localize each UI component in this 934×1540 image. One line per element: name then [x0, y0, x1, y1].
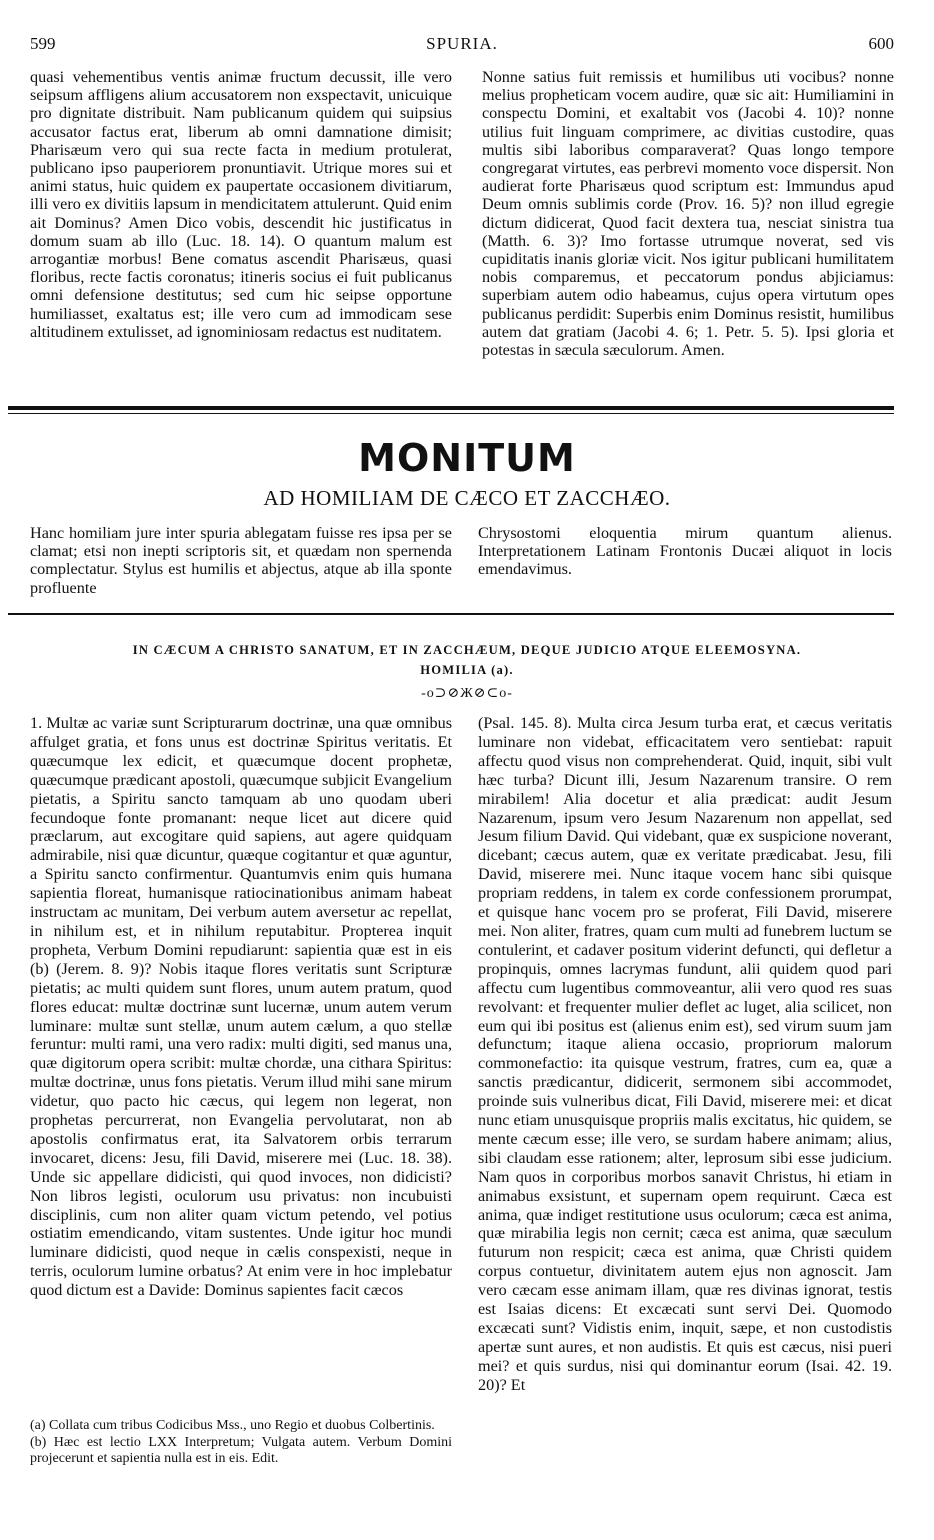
monitum-divider: [8, 613, 894, 615]
top-right-column: [482, 68, 894, 359]
monitum-left-text: Hanc homiliam jure inter spuria ablegatam fuisse res ipsa per se clamat; etsi non inepti scriptoris sit, et quædam non spernenda complectatur. Stylus est humilis et abjectus, atque ab illa sponte profluente: [30, 524, 452, 597]
top-right-text: Nonne satius fuit remissis et humilibus uti vocibus? nonne melius propheticam vocem audire, quæ sic ait: Humiliamini in conspectu Domini, et exaltabit vos (Jacobi 4. 10)? nonne utilius fuit linguam comprimere, ac divitias custodire, quas multis sibi laboribus comparaverat? Quas longo tempore congregarat virtutes, eas perbrevi momento voce dispersit. Non audierat forte Pharisæus quod scriptum est: Immundus apud Deum omnis sublimis corde (Prov. 16. 5)? non illud egregie dictum didicerat, Quod facit dextera tua, nesciat sinistra tua (Matth. 6. 3)? Imo fortasse utrumque noverat, sed vis cupiditatis inanis gloriæ vicit. Nos igitur publicani humilitatem nobis comparemus, et peccatorum pondus abjiciamus: superbiam autem odio habeamus, cujus opera virtutum opes publicanus perdidit: Superbis enim Dominus resistit, humilibus autem dat gratiam (Jacobi 4. 6; 1. Petr. 5. 5). Ipsi gloria et potestas in sæcula sæculorum. Amen.: [482, 68, 894, 360]
top-left-text: quasi vehementibus ventis animæ fructum decussit, ille vero seipsum affligens alium accusatorem non exspectavit, unicuique pro dignitate distribuit. Nam publicanum quidem qui suipsius accusator factus erat, liberum ab omni damnatione dimisit; Pharisæum vero qui sua recte facta in medium protulerat, publicano ipso pauperiorem pronuntiavit. Utrique mores sui et animi status, huic quidem ex paupertate occasionem divitiarum, illi vero ex divitiis lapsum in mendicitatem attulerunt. Quid enim ait Dominus? Amen Dico vobis, descendit hic justificatus in domum suam ab illo (Luc. 18. 14). O quantum malum est arrogantiæ morbus! Bene comatus ascendit Pharisæus, quasi floribus, recte factis coronatus; itineris socius ei fuit publicanus omni defensione destitutus; sed cum hic seipse opportune humiliasset, exaltatus est; ille vero cum ad immodicam sese altitudinem extulisset, ad ignominiosam redactus est nuditatem.: [30, 68, 452, 341]
footnote-b: (b) Hæc est lectio LXX Interpretum; Vulgata autem. Verbum Domini projecerunt et sapientia nulla est in eis. Edit.: [30, 1435, 452, 1466]
section-divider-thin: [8, 413, 894, 414]
homily-left-text: 1. Multæ ac variæ sunt Scripturarum doctrinæ, una quæ omnibus affulget gratia, et fons unus est doctrinæ Spiritus veritatis. Et quæcumque lex edicit, et quæcumque docent prophetæ, quæcumque prædicant apostoli, quæcumque subjicit Evangelium pietatis, a Spiritu sancto tamquam ab uno quodam uberi fecundoque fonte promanant: neque licet aut dicere quid præclarum, aut excogitare quid sapiens, aut agere quidquam admirabile, nisi quæ dicuntur, quæque cogitantur et quæ aguntur, a Spiritu sancto confirmentur. Quantumvis enim quis humana sapientia floreat, humanisque ratiocinationibus animam habeat instructam ac munitam, Dei verbum autem aversetur ac repellat, in nihilum est, et in nihilum reputabitur. Propterea inquit propheta, Verbum Domini repudiarunt: sapientia quæ est in eis (b) (Jerem. 8. 9)? Nobis itaque flores veritatis sunt Scripturæ pietatis; ac multi quidem sunt flores, unum autem pratum, quod flores educat: multæ doctrinæ sunt lucernæ, unum autem verum luminare: multæ sunt stellæ, unum autem cælum, a quo stellæ feruntur: multi rami, una vero radix: multi digiti, sed manus una, quæ digitorum opera scribit: multæ chordæ, una cithara Spiritus: multæ doctrinæ, unus fons pietatis. Verum illud mihi sane mirum videtur, quo pacto hic cæcus, qui legem non legerat, non prophetas percurrerat, non Evangelia pervolutarat, non ab apostolis confirmatus erat, ita Salvatorem orbis terrarum invocaret, dicens: Jesu, fili David, miserere mei (Luc. 18. 38). Unde sic appellare didicisti, qui quod invoces, non didicisti? Non libros legisti, oculorum usu privatus: non incubuisti disciplinis, cum non aliter quam victum petendo, vel potius ostiatim emendicando, vitam sustentes. Unde igitur hoc mundi luminare didicisti, quod neque in cælis conspexisti, neque in terris, oculorum lumine orbatus? At enim vere in hoc implebatur quod dictum est a Davide: Dominus sapientes facit cæcos: [30, 714, 452, 1300]
monitum-right-column: [478, 524, 892, 579]
page-header: [30, 34, 894, 58]
monitum-right-text: Chrysostomi eloquentia mirum quantum alienus. Interpretationem Latinam Frontonis Ducæi aliquot in locis emendavimus.: [478, 524, 892, 579]
top-left-column: [30, 68, 452, 341]
footnote-a: (a) Collata cum tribus Codicibus Mss., uno Regio et duobus Colbertinis.: [30, 1418, 435, 1433]
monitum-left-column: [30, 524, 452, 597]
monitum-title: MONITUM: [358, 436, 576, 480]
ornament: -o⊃⊘Ж⊘⊂o-: [421, 686, 513, 701]
section-divider-thick: [8, 406, 894, 410]
running-title: SPURIA.: [426, 34, 498, 53]
homily-title-line: IN CÆCUM A CHRISTO SANATUM, ET IN ZACCHÆUM, DEQUE JUDICIO ATQUE ELEEMOSYNA.: [132, 643, 802, 657]
page-number-left: 599: [30, 34, 56, 53]
homily-right-column: [478, 714, 892, 1395]
footnotes: [30, 1418, 452, 1468]
homily-left-column: [30, 714, 452, 1300]
homily-title: [60, 640, 874, 680]
homily-right-text: (Psal. 145. 8). Multa circa Jesum turba erat, et cæcus veritatis luminare non videbat, efficacitatem vero sentiebat: rapuit affectu quod visus non comprehenderat. Quid, inquit, sibi vult hæc turba? Dicunt illi, Jesum Nazarenum transire. O rem mirabilem! Alia docetur et alia prædicat: audit Jesum Nazarenum, ipsum vero Jesum Nazarenum non appellat, sed Jesum filium David. Qui videbant, quæ ex suspicione noverant, dicebant; cæcus autem, quæ ex veritate prædicabat. Jesu, fili David, miserere mei. Nunc itaque vocem hanc sibi quisque propriam reddens, in talem ex corde confessionem prorumpat, et quisque hanc vocem pro se proferat, Fili David, miserere mei. Non aliter, fratres, quam cum multi ad funebrem luctum se contulerint, et cadaver positum viderint defuncti, qui defletur a propinquis, omnes lacrymas fundunt, alii quidem quod pari affectu cum lugentibus commoveantur, alii vero quod res suas revolvant: et frequenter mulier deflet ac luget, alia scilicet, non eum qui ibi positus est (alienus enim est), sed virum suum jam defunctum; itaque aliena occasio, propriorum malorum commonefactio: ita quisque vestrum, fratres, cum ea, quæ a sanctis prædicantur, didicerit, sermonem sibi accommodet, proinde suis vulneribus dicat, Fili David, miserere mei: et dicat nunc etiam unusquisque propriis malis excitatus, hic quidem, se mente cæcum esse; ille vero, se surdam habere animam; alius, sibi claudam esse rationem; alter, leprosum sibi esse judicium. Nam quos in corporibus morbos sanavit Christus, hi etiam in animabus exsistunt, et supernam opem requirunt. Cæca est anima, quæ indiget restitutione usus oculorum; cæca est anima, quæ mirabilia legis non cernit; cæca est anima, quæ sæculum futurum non respicit; cæca est anima, quæ Christi quidem corpus contuetur, divinitatem autem ejus non agnoscit. Jam vero cæcam esse animam illam, quæ res divinas ignorat, testis est Isaias dicens: Et excæcati sunt servi Dei. Quomodo excæcati sunt? Vidistis enim, inquit, sæpe, et non custodistis apertæ sunt aures, et non audistis. Et quis est cæcus, nisi pueri mei? et quis surdus, nisi qui dominantur eorum (Isai. 42. 19. 20)? Et: [478, 714, 892, 1394]
homily-subtitle: HOMILIA (a).: [420, 663, 514, 677]
monitum-subtitle: AD HOMILIAM DE CÆCO ET ZACCHÆO.: [263, 486, 671, 510]
page-number-right: 600: [868, 34, 894, 53]
